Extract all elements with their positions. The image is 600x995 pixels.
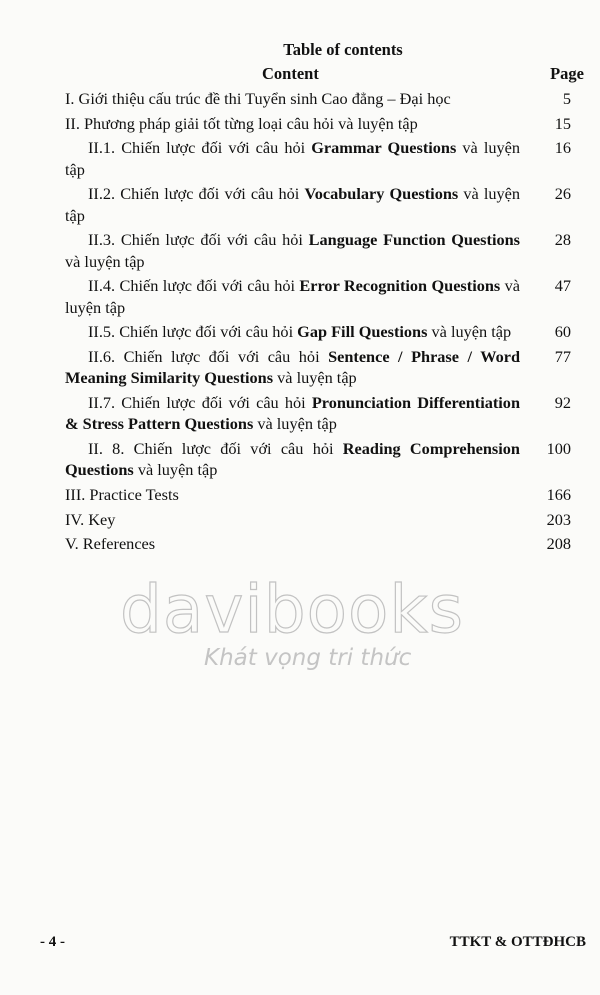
toc-entry-suffix: và luyện tập (273, 368, 357, 388)
toc-entry-title: III. Practice Tests (65, 484, 179, 504)
toc-entry-topic: Grammar Questions (311, 138, 457, 158)
toc-entry-page: 100 (546, 438, 571, 458)
toc-entry-page: 47 (554, 276, 571, 296)
toc-entry-page: 5 (562, 89, 571, 108)
toc-entry-prefix: II.3. Chiến lược đối với câu hỏi (88, 230, 309, 250)
toc-entry-language-function (65, 229, 585, 272)
toc-entry-title: I. Giới thiệu cấu trúc đề thi Tuyển sinh Cao đẳng – Đại học (65, 89, 451, 108)
toc-entry-title: II. Phương pháp giải tốt từng loại câu hỏi và luyện tập (65, 113, 418, 133)
toc-entry-meaning-similarity (65, 346, 585, 389)
toc-entry-page: 28 (554, 230, 571, 250)
page-column-header: Page (550, 64, 584, 83)
toc-entry-title: IV. Key (65, 509, 116, 529)
toc-entry-grammar (65, 137, 585, 180)
toc-entry-title: V. References (65, 534, 156, 554)
toc-entry-suffix: và luyện tập (65, 276, 521, 317)
toc-entry-topic: Pronunciation Differentiation & Stress Pattern Questions (65, 392, 520, 434)
toc-entry-suffix: và luyện tập (427, 322, 512, 342)
toc-entry-page: 15 (554, 113, 571, 133)
toc-entry-reading-comprehension (65, 438, 585, 481)
toc-entry-page: 26 (554, 184, 571, 204)
toc-entry-methods (65, 113, 585, 134)
footer-page-number: - 4 - (40, 934, 65, 950)
toc-entry-gap-fill (65, 321, 585, 342)
toc-entry-page: 60 (554, 322, 571, 342)
toc-entry-page: 203 (546, 509, 571, 529)
toc-entry-prefix: II.4. Chiến lược đối với câu hỏi (88, 276, 300, 296)
toc-entry-vocabulary (65, 183, 585, 226)
content-column-header: Content (262, 64, 319, 83)
toc-entry-topic: Sentence / Phrase / Word Meaning Similarity Questions (65, 347, 520, 388)
toc-entry-topic: Language Function Questions (308, 230, 520, 250)
toc-entry-pronunciation (65, 392, 585, 435)
toc-entry-topic: Vocabulary Questions (304, 184, 459, 204)
toc-entry-page: 92 (554, 392, 571, 412)
toc-entry-suffix: và luyện tập (65, 184, 520, 225)
toc-entry-prefix: II.5. Chiến lược đối với câu hỏi (88, 322, 298, 342)
toc-entry-topic: Reading Comprehension Questions (65, 438, 520, 480)
toc-entry-prefix: II.2. Chiến lược đối với câu hỏi (88, 184, 305, 204)
toc-entry-topic: Gap Fill Questions (297, 322, 428, 342)
toc-entry-key (65, 509, 585, 530)
toc-entry-suffix: và luyện tập (253, 414, 337, 434)
watermark-slogan: Khát vọng tri thức (204, 645, 412, 671)
toc-entry-suffix: và luyện tập (65, 138, 521, 179)
toc-entry-page: 77 (554, 347, 571, 366)
page-title: Table of contents (283, 40, 403, 59)
watermark (120, 571, 500, 671)
toc-entry-prefix: II. 8. Chiến lược đối với câu hỏi (88, 438, 343, 458)
toc-entry-page: 208 (546, 534, 571, 554)
toc-entry-error-recognition (65, 275, 585, 318)
watermark-brand: davibooks (120, 571, 464, 648)
toc-entry-prefix: II.7. Chiến lược đối với câu hỏi (88, 392, 312, 412)
footer-publisher: TTKT & OTTĐHCB (449, 934, 586, 950)
toc-entry-page: 166 (546, 484, 571, 504)
toc-entry-topic: Error Recognition Questions (299, 276, 501, 296)
toc-entry-intro (65, 88, 585, 109)
toc-entry-references (65, 533, 585, 554)
table-of-contents (65, 88, 585, 558)
toc-entry-page: 16 (554, 138, 571, 158)
toc-entry-prefix: II.1. Chiến lược đối với câu hỏi (88, 138, 312, 158)
toc-entry-practice-tests (65, 484, 585, 505)
toc-entry-suffix: và luyện tập (133, 460, 218, 480)
toc-entry-prefix: II.6. Chiến lược đối với câu hỏi (88, 347, 329, 366)
toc-entry-suffix: và luyện tập (65, 251, 145, 271)
